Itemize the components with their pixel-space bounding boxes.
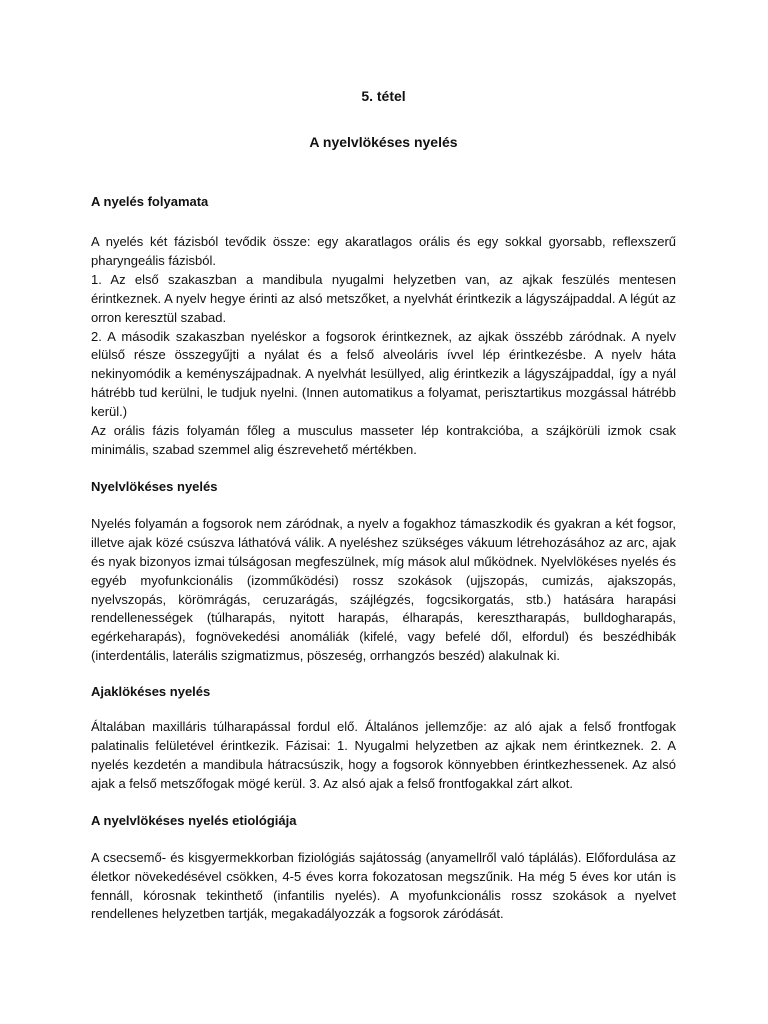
- document-subtitle: A nyelvlökéses nyelés: [309, 134, 458, 150]
- document-page: [91, 86, 676, 924]
- section-heading-etiologia: A nyelvlökéses nyelés etiológiája: [91, 812, 297, 828]
- paragraph: Nyelés folyamán a fogsorok nem záródnak, a nyelv a fogakhoz támaszkodik és gyakran a két fogsor, illetve ajak közé csúszva láthatóvá válik. A nyeléshez szükséges vákuum létrehozásához az arc, ajak és nyak bizonyos izmai túlságosan megfeszülnek, míg mások alul működnek. Nyelvlökéses nyelés és egyéb myofunkcionális (izomműködési) rossz szokások (ujjszopás, cumizás, ajakszopás, nyelvszopás, körömrágás, ceruzarágás, szájlégzés, fogcsikorgatás, stb.) hatására harapási rendellenességek (túlharapás, nyitott harapás, élharapás, keresztharapás, bulldogharapás, egérkeharapás), fognövekedési anomáliák (kifelé, vagy befelé dől, elfordul) és beszédhibák (interdentális, laterális szigmatizmus, pöszeség, orrhangzós beszéd) alakulnak ki.: [91, 515, 676, 664]
- section-body-nyeles-folyamata: [91, 233, 676, 460]
- section-body-ajaklokeses-nyeles: [91, 718, 676, 794]
- paragraph: Általában maxilláris túlharapással fordul elő. Általános jellemzője: az aló ajak a felső frontfogak palatinalis felületével érintkezik. Fázisai: 1. Nyugalmi helyzetben az ajkak nem érintkeznek. 2. A nyelés kezdetén a mandibula hátracsúszik, hogy a fogsorok könnyebben érintkezhessenek. Az alsó ajak a felső metszőfogak mögé kerül. 3. Az alsó ajak a felső frontfogakkal zárt alkot.: [91, 719, 676, 791]
- section-heading-nyeles-folyamata: A nyelés folyamata: [91, 194, 209, 209]
- paragraph: 1. Az első szakaszban a mandibula nyugalmi helyzetben van, az ajkak feszülés mentesen érintkeznek. A nyelv hegye érinti az alsó metszőket, a nyelvhát érintkezik a lágyszájpaddal. A légút az orron keresztül szabad.: [91, 271, 676, 325]
- document-title: 5. tétel: [361, 88, 406, 104]
- section-heading-ajaklokeses-nyeles: Ajaklökéses nyelés: [91, 684, 211, 700]
- paragraph: 2. A második szakaszban nyeléskor a fogsorok érintkeznek, az ajkak összébb záródnak. A nyelv elülső része összegyűjti a nyálat és a felső alveoláris ívvel lép érintkezésbe. A nyelv háta nekinyomódik a keményszájpadnak. A nyelvhát lesüllyed, alig érintkezik a lágyszájpaddal, így a nyál hátrébb tud kerülni, le tudjuk nyelni. (Innen automatikus a folyamat, perisztartikus mozgással hátrébb kerül.): [91, 328, 676, 420]
- section-body-etiologia: [91, 849, 676, 925]
- paragraph: A csecsemő- és kisgyermekkorban fiziológiás sajátosság (anyamellről való táplálás). Előfordulása az életkor növekedésével csökken, 4-5 éves korra fokozatosan megszűnik. Ha még 5 éves kor után is fennáll, kórosnak tekinthető (infantilis nyelés). A myofunkcionális rossz szokások a nyelvet rendellenes helyzetben tartják, megakadályozzák a fogsorok záródását.: [91, 849, 676, 922]
- section-body-nyelvlokeses-nyeles: [91, 515, 676, 666]
- section-heading-nyelvlokeses-nyeles: Nyelvlökéses nyelés: [91, 478, 218, 494]
- paragraph: Az orális fázis folyamán főleg a musculus masseter lép kontrakcióba, a szájkörüli izmok csak minimális, szabad szemmel alig észrevehető mértékben.: [91, 423, 676, 457]
- paragraph: A nyelés két fázisból tevődik össze: egy akaratlagos orális és egy sokkal gyorsabb, reflexszerű pharyngeális fázisból.: [91, 234, 676, 268]
